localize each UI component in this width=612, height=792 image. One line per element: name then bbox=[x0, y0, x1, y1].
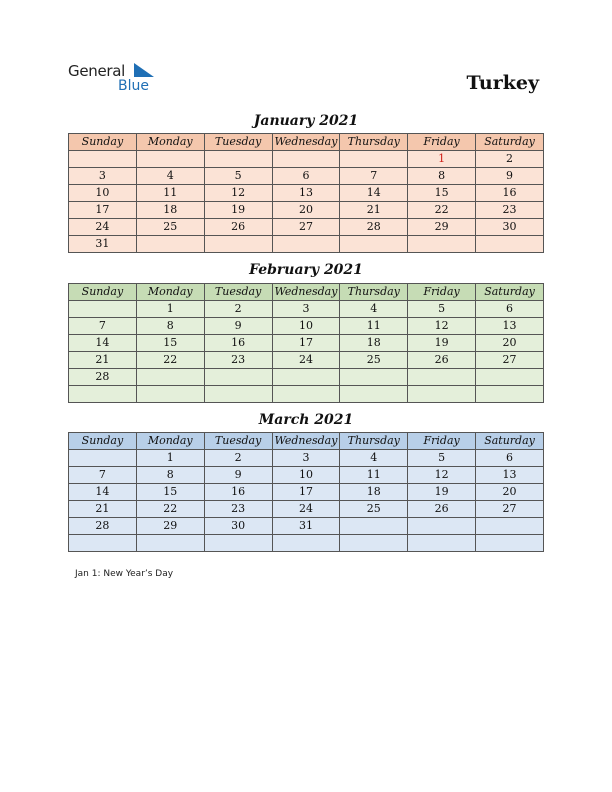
weekday-header: Thursday bbox=[340, 433, 408, 450]
day-cell: 25 bbox=[340, 352, 408, 369]
weekday-header: Sunday bbox=[69, 284, 137, 301]
day-cell: 17 bbox=[272, 335, 340, 352]
week-row bbox=[69, 369, 544, 386]
day-cell: 13 bbox=[476, 467, 544, 484]
weekday-header-row bbox=[69, 284, 544, 301]
day-cell bbox=[136, 236, 204, 253]
month-title-1: February 2021 bbox=[249, 262, 363, 278]
day-cell bbox=[272, 386, 340, 403]
day-cell: 7 bbox=[69, 467, 137, 484]
day-cell bbox=[69, 301, 137, 318]
day-cell: 11 bbox=[340, 318, 408, 335]
day-cell: 20 bbox=[272, 202, 340, 219]
day-cell: 22 bbox=[408, 202, 476, 219]
day-cell bbox=[69, 450, 137, 467]
weekday-header: Tuesday bbox=[204, 433, 272, 450]
day-cell: 4 bbox=[136, 168, 204, 185]
day-cell: 8 bbox=[136, 467, 204, 484]
day-cell: 25 bbox=[340, 501, 408, 518]
day-cell: 27 bbox=[272, 219, 340, 236]
day-cell: 30 bbox=[476, 219, 544, 236]
day-cell: 10 bbox=[272, 318, 340, 335]
day-cell: 15 bbox=[136, 484, 204, 501]
day-cell: 12 bbox=[408, 467, 476, 484]
week-row bbox=[69, 168, 544, 185]
week-row bbox=[69, 185, 544, 202]
day-cell: 19 bbox=[408, 484, 476, 501]
day-cell: 8 bbox=[408, 168, 476, 185]
day-cell bbox=[272, 535, 340, 552]
day-cell: 31 bbox=[272, 518, 340, 535]
day-cell bbox=[340, 369, 408, 386]
day-cell: 26 bbox=[408, 501, 476, 518]
day-cell: 28 bbox=[340, 219, 408, 236]
day-cell bbox=[272, 236, 340, 253]
day-cell bbox=[340, 535, 408, 552]
week-row bbox=[69, 484, 544, 501]
day-cell: 23 bbox=[476, 202, 544, 219]
day-cell: 19 bbox=[204, 202, 272, 219]
day-cell: 22 bbox=[136, 352, 204, 369]
day-cell bbox=[340, 236, 408, 253]
day-cell bbox=[408, 386, 476, 403]
day-cell: 2 bbox=[476, 151, 544, 168]
day-cell: 14 bbox=[340, 185, 408, 202]
day-cell: 7 bbox=[340, 168, 408, 185]
day-cell: 9 bbox=[204, 467, 272, 484]
day-cell: 5 bbox=[204, 168, 272, 185]
day-cell: 28 bbox=[69, 369, 137, 386]
day-cell: 28 bbox=[69, 518, 137, 535]
day-cell: 13 bbox=[272, 185, 340, 202]
weekday-header-row bbox=[69, 134, 544, 151]
day-cell: 12 bbox=[408, 318, 476, 335]
weekday-header: Saturday bbox=[476, 433, 544, 450]
day-cell: 19 bbox=[408, 335, 476, 352]
day-cell: 2 bbox=[204, 301, 272, 318]
day-cell bbox=[272, 151, 340, 168]
day-cell bbox=[69, 535, 137, 552]
day-cell: 17 bbox=[69, 202, 137, 219]
day-cell: 15 bbox=[408, 185, 476, 202]
weekday-header: Wednesday bbox=[272, 433, 340, 450]
country-title: Turkey bbox=[466, 72, 539, 94]
weekday-header: Saturday bbox=[476, 134, 544, 151]
week-row bbox=[69, 352, 544, 369]
day-cell: 11 bbox=[340, 467, 408, 484]
day-cell: 24 bbox=[272, 352, 340, 369]
day-cell: 11 bbox=[136, 185, 204, 202]
weekday-header: Wednesday bbox=[272, 284, 340, 301]
day-cell: 13 bbox=[476, 318, 544, 335]
week-row bbox=[69, 151, 544, 168]
day-cell: 23 bbox=[204, 501, 272, 518]
day-cell: 9 bbox=[204, 318, 272, 335]
day-cell: 2 bbox=[204, 450, 272, 467]
day-cell bbox=[204, 386, 272, 403]
logo-triangle-icon bbox=[134, 63, 154, 77]
day-cell bbox=[340, 518, 408, 535]
day-cell: 26 bbox=[408, 352, 476, 369]
week-row bbox=[69, 301, 544, 318]
day-cell: 1 bbox=[136, 450, 204, 467]
day-cell: 3 bbox=[272, 301, 340, 318]
weekday-header: Thursday bbox=[340, 284, 408, 301]
day-cell bbox=[136, 386, 204, 403]
weekday-header: Friday bbox=[408, 284, 476, 301]
weekday-header: Tuesday bbox=[204, 134, 272, 151]
day-cell: 21 bbox=[340, 202, 408, 219]
day-cell: 27 bbox=[476, 352, 544, 369]
week-row bbox=[69, 518, 544, 535]
weekday-header: Thursday bbox=[340, 134, 408, 151]
day-cell: 12 bbox=[204, 185, 272, 202]
week-row bbox=[69, 450, 544, 467]
calendar-table-0 bbox=[68, 133, 544, 253]
day-cell: 29 bbox=[408, 219, 476, 236]
weekday-header-row bbox=[69, 433, 544, 450]
calendar-table-1 bbox=[68, 283, 544, 403]
day-cell: 5 bbox=[408, 301, 476, 318]
day-cell: 7 bbox=[69, 318, 137, 335]
day-cell bbox=[408, 236, 476, 253]
day-cell: 26 bbox=[204, 219, 272, 236]
weekday-header: Friday bbox=[408, 433, 476, 450]
day-cell: 16 bbox=[204, 335, 272, 352]
day-cell: 10 bbox=[69, 185, 137, 202]
month-title-0: January 2021 bbox=[253, 113, 359, 129]
week-row bbox=[69, 236, 544, 253]
week-row bbox=[69, 386, 544, 403]
day-cell: 3 bbox=[272, 450, 340, 467]
day-cell bbox=[340, 386, 408, 403]
weekday-header: Monday bbox=[136, 134, 204, 151]
day-cell: 18 bbox=[340, 335, 408, 352]
day-cell bbox=[136, 535, 204, 552]
day-cell bbox=[69, 151, 137, 168]
day-cell bbox=[476, 535, 544, 552]
calendar-table-2 bbox=[68, 432, 544, 552]
logo-general-text: General bbox=[68, 62, 126, 80]
weekday-header: Monday bbox=[136, 433, 204, 450]
weekday-header: Sunday bbox=[69, 433, 137, 450]
logo bbox=[68, 62, 168, 98]
day-cell bbox=[136, 369, 204, 386]
weekday-header: Sunday bbox=[69, 134, 137, 151]
day-cell: 29 bbox=[136, 518, 204, 535]
day-cell: 21 bbox=[69, 352, 137, 369]
day-cell: 14 bbox=[69, 335, 137, 352]
day-cell bbox=[69, 386, 137, 403]
day-cell: 1 bbox=[136, 301, 204, 318]
day-cell bbox=[476, 518, 544, 535]
weekday-header: Saturday bbox=[476, 284, 544, 301]
day-cell: 4 bbox=[340, 450, 408, 467]
day-cell bbox=[204, 369, 272, 386]
day-cell: 20 bbox=[476, 484, 544, 501]
day-cell bbox=[204, 535, 272, 552]
day-cell: 30 bbox=[204, 518, 272, 535]
day-cell bbox=[476, 386, 544, 403]
day-cell: 25 bbox=[136, 219, 204, 236]
day-cell: 24 bbox=[272, 501, 340, 518]
day-cell: 1 bbox=[408, 151, 476, 168]
day-cell bbox=[136, 151, 204, 168]
month-title-2: March 2021 bbox=[258, 412, 354, 428]
day-cell: 27 bbox=[476, 501, 544, 518]
day-cell bbox=[204, 151, 272, 168]
day-cell: 8 bbox=[136, 318, 204, 335]
day-cell: 17 bbox=[272, 484, 340, 501]
day-cell bbox=[408, 535, 476, 552]
day-cell bbox=[476, 236, 544, 253]
day-cell: 6 bbox=[476, 301, 544, 318]
day-cell: 16 bbox=[204, 484, 272, 501]
weekday-header: Wednesday bbox=[272, 134, 340, 151]
day-cell: 23 bbox=[204, 352, 272, 369]
day-cell: 15 bbox=[136, 335, 204, 352]
day-cell: 21 bbox=[69, 501, 137, 518]
day-cell: 20 bbox=[476, 335, 544, 352]
day-cell: 31 bbox=[69, 236, 137, 253]
day-cell bbox=[408, 518, 476, 535]
day-cell bbox=[408, 369, 476, 386]
week-row bbox=[69, 318, 544, 335]
week-row bbox=[69, 535, 544, 552]
day-cell: 22 bbox=[136, 501, 204, 518]
weekday-header: Friday bbox=[408, 134, 476, 151]
day-cell bbox=[272, 369, 340, 386]
logo-blue-text: Blue bbox=[118, 78, 149, 94]
weekday-header: Monday bbox=[136, 284, 204, 301]
day-cell bbox=[340, 151, 408, 168]
day-cell: 14 bbox=[69, 484, 137, 501]
day-cell: 6 bbox=[272, 168, 340, 185]
week-row bbox=[69, 202, 544, 219]
holiday-note: Jan 1: New Year’s Day bbox=[75, 569, 174, 579]
day-cell bbox=[476, 369, 544, 386]
week-row bbox=[69, 467, 544, 484]
day-cell: 9 bbox=[476, 168, 544, 185]
day-cell: 10 bbox=[272, 467, 340, 484]
week-row bbox=[69, 335, 544, 352]
day-cell: 18 bbox=[136, 202, 204, 219]
weekday-header: Tuesday bbox=[204, 284, 272, 301]
day-cell: 6 bbox=[476, 450, 544, 467]
day-cell: 24 bbox=[69, 219, 137, 236]
day-cell bbox=[204, 236, 272, 253]
week-row bbox=[69, 219, 544, 236]
day-cell: 3 bbox=[69, 168, 137, 185]
day-cell: 4 bbox=[340, 301, 408, 318]
day-cell: 16 bbox=[476, 185, 544, 202]
day-cell: 5 bbox=[408, 450, 476, 467]
day-cell: 18 bbox=[340, 484, 408, 501]
week-row bbox=[69, 501, 544, 518]
